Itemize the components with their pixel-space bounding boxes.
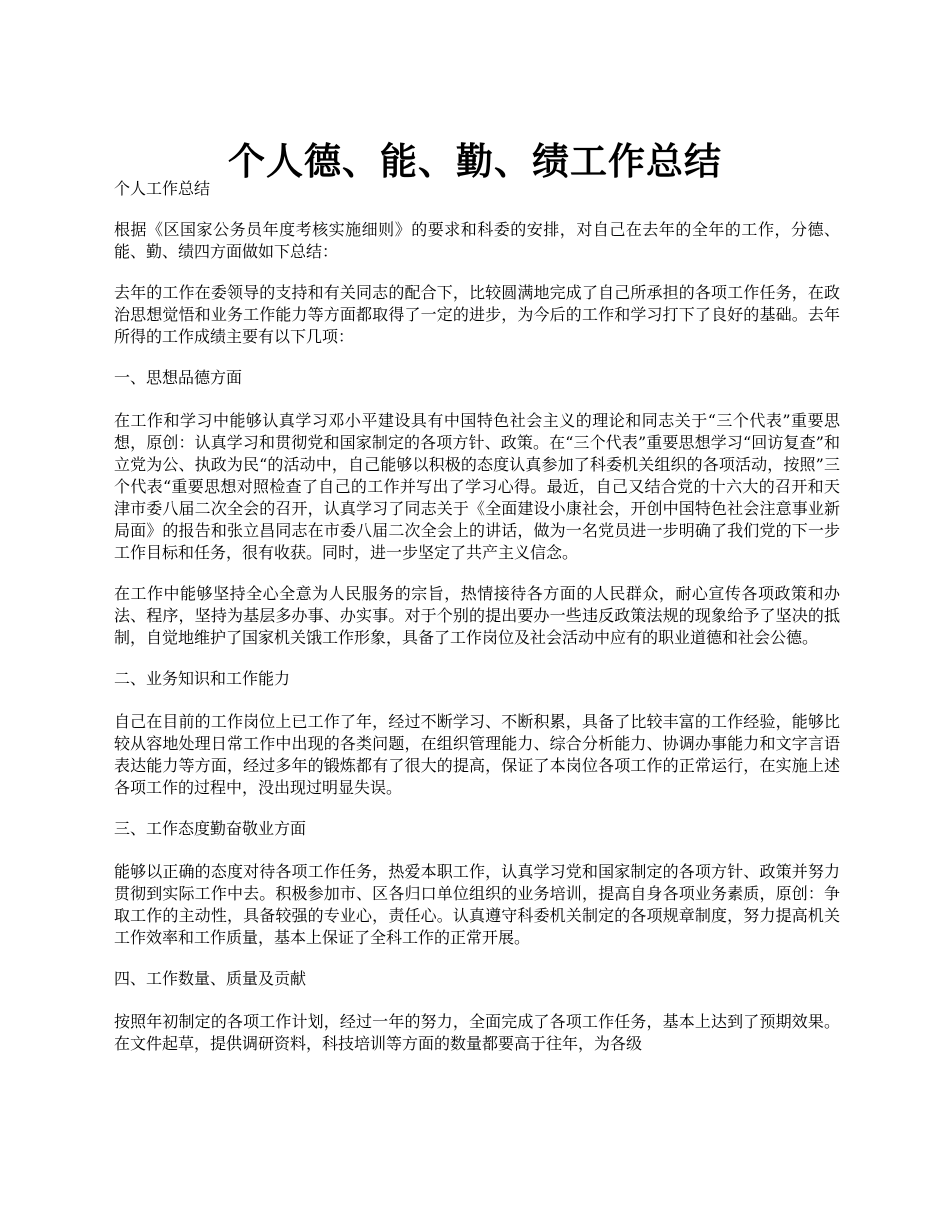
document-body xyxy=(114,178,840,1074)
paragraph-subtitle: 个人工作总结 xyxy=(114,179,211,198)
section-heading-morality: 一、思想品德方面 xyxy=(114,368,243,387)
paragraph-intro: 根据《区国家公务员年度考核实施细则》的要求和科委的安排，对自己在去年的全年的工作，分德、能、勤、绩四方面做如下总结： xyxy=(114,220,840,261)
section-heading-ability: 二、业务知识和工作能力 xyxy=(114,669,291,688)
paragraph-achievement: 按照年初制定的各项工作计划，经过一年的努力，全面完成了各项工作任务，基本上达到了预期效果。在文件起草，提供调研资料，科技培训等方面的数量都要高于往年，为各级 xyxy=(114,1012,840,1053)
paragraph-morality-study: 在工作和学习中能够认真学习邓小平建设具有中国特色社会主义的理论和同志关于“三个代表”重要思想，原创：认真学习和贯彻党和国家制定的各项方针、政策。在“三个代表”重要思想学习“回访复查”和立党为公、执政为民“的活动中，自己能够以积极的态度认真参加了科委机关组织的各项活动，按照”三个代表“重要思想对照检查了自己的工作并写出了学习心得。最近，自己又结合党的十六大的召开和天津市委八届二次全会的召开，认真学习了同志关于《全面建设小康社会，开创中国特色社会注意事业新局面》的报告和张立昌同志在市委八届二次全会上的讲话，做为一名党员进一步明确了我们党的下一步工作目标和任务，很有收获。同时，进一步坚定了共产主义信念。 xyxy=(114,411,840,562)
section-heading-diligence: 三、工作态度勤奋敬业方面 xyxy=(114,819,307,838)
paragraph-overview: 去年的工作在委领导的支持和有关同志的配合下，比较圆满地完成了自己所承担的各项工作任务，在政治思想觉悟和业务工作能力等方面都取得了一定的进步，为今后的工作和学习打下了良好的基础。去年所得的工作成绩主要有以下几项： xyxy=(114,283,840,346)
paragraph-ability: 自己在目前的工作岗位上已工作了年，经过不断学习、不断积累，具备了比较丰富的工作经验，能够比较从容地处理日常工作中出现的各类问题，在组织管理能力、综合分析能力、协调办事能力和文字言语表达能力等方面，经过多年的锻炼都有了很大的提高，保证了本岗位各项工作的正常运行，在实施上述各项工作的过程中，没出现过明显失误。 xyxy=(114,712,840,797)
section-heading-achievement: 四、工作数量、质量及贡献 xyxy=(114,969,307,988)
paragraph-morality-service: 在工作中能够坚持全心全意为人民服务的宗旨，热情接待各方面的人民群众，耐心宣传各项政策和办法、程序，坚持为基层多办事、办实事。对于个别的提出要办一些违反政策法规的现象给予了坚决的抵制，自觉地维护了国家机关饿工作形象，具备了工作岗位及社会活动中应有的职业道德和社会公德。 xyxy=(114,584,840,647)
paragraph-diligence: 能够以正确的态度对待各项工作任务，热爱本职工作，认真学习党和国家制定的各项方针、政策并努力贯彻到实际工作中去。积极参加市、区各归口单位组织的业务培训，提高自身各项业务素质，原创：争取工作的主动性，具备较强的专业心，责任心。认真遵守科委机关制定的各项规章制度，努力提高机关工作效率和工作质量，基本上保证了全科工作的正常开展。 xyxy=(114,862,840,947)
page-title: 个人德、能、勤、绩工作总结 xyxy=(228,138,722,183)
